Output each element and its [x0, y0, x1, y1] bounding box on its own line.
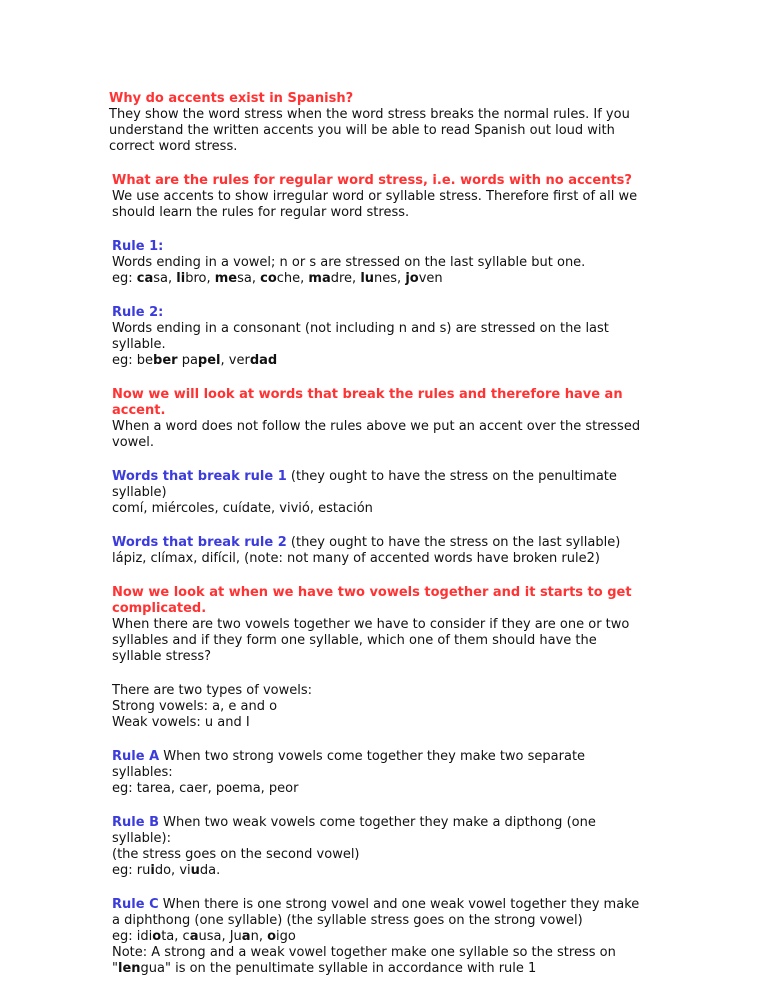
stressed-syllable: co	[260, 271, 277, 286]
rule-label: Rule B	[112, 815, 159, 830]
rule-heading: Words that break rule 2	[112, 535, 287, 550]
syllable: ver	[228, 353, 250, 368]
syllable: sa	[237, 271, 252, 286]
syllable: n	[250, 929, 259, 944]
section-rule-2	[112, 305, 649, 369]
syllable: pa	[181, 353, 198, 368]
example-line	[112, 863, 649, 879]
section-rule-a	[112, 749, 649, 797]
separator: .	[216, 863, 221, 878]
word-list: lápiz, clímax, difícil, (note: not many of accented words have broken rule2)	[112, 551, 600, 566]
section-break-rule-1	[112, 469, 649, 517]
eg-prefix: eg:	[112, 863, 137, 878]
example-line: eg: tarea, caer, poema, peor	[112, 781, 299, 796]
stressed-syllable: lu	[360, 271, 375, 286]
example-word	[137, 353, 178, 368]
syllable: ta	[161, 929, 175, 944]
stressed-syllable: o	[152, 929, 162, 944]
syllable: nes	[374, 271, 398, 286]
stressed-syllable: dad	[249, 353, 278, 368]
example-word	[308, 271, 352, 286]
paragraph: They show the word stress when the word stress breaks the normal rules. If you understand the written accents you will be able to read Spanish out loud with correct word stress.	[109, 107, 630, 154]
section-rule-1	[112, 239, 649, 287]
note-rest: gua" is on the penultimate syllable in accordance with rule 1	[140, 961, 537, 976]
rule-note: (they ought to have the stress on the last syllable)	[286, 535, 621, 550]
note-line	[112, 961, 649, 977]
syllable: sa	[153, 271, 168, 286]
example-word	[137, 929, 175, 944]
rule-label: Rule C	[112, 897, 159, 912]
syllable: bro	[185, 271, 207, 286]
syllable: c	[182, 929, 190, 944]
syllable: do	[154, 863, 172, 878]
syllable: usa	[198, 929, 222, 944]
stressed-syllable: o	[267, 929, 277, 944]
rule-subtext: (the stress goes on the second vowel)	[112, 847, 360, 862]
example-word	[260, 271, 300, 286]
rule-heading: Rule 1:	[112, 239, 164, 254]
section-regular-stress	[112, 173, 649, 221]
stressed-syllable: u	[190, 863, 200, 878]
eg-prefix: eg:	[112, 929, 137, 944]
rule-heading: Words that break rule 1	[112, 469, 287, 484]
section-heading-line: accent.	[112, 403, 166, 418]
separator: ,	[168, 271, 177, 286]
section-heading-line: Now we look at when we have two vowels together and it starts to get	[112, 585, 632, 600]
stressed-syllable: pel	[197, 353, 221, 368]
example-word	[137, 271, 168, 286]
stressed-syllable: ber	[153, 353, 178, 368]
example-word	[183, 929, 222, 944]
section-heading: What are the rules for regular word stress, i.e. words with no accents?	[112, 173, 632, 188]
stressed-syllable: ca	[136, 271, 154, 286]
rule-label: Rule A	[112, 749, 160, 764]
example-word	[179, 863, 216, 878]
separator: ,	[221, 929, 230, 944]
separator: ,	[397, 271, 406, 286]
section-two-vowels	[112, 585, 649, 665]
stressed-syllable: i	[150, 863, 155, 878]
separator: ,	[206, 271, 215, 286]
example-word	[230, 929, 259, 944]
rule-text: When two strong vowels come together they make two separate syllables:	[112, 749, 586, 780]
separator: ,	[300, 271, 309, 286]
syllable: idi	[136, 929, 153, 944]
example-word	[137, 863, 171, 878]
stressed-syllable: me	[214, 271, 238, 286]
eg-prefix: eg:	[112, 353, 137, 368]
example-word	[229, 353, 277, 368]
separator: ,	[171, 863, 180, 878]
stressed-syllable: a	[241, 929, 251, 944]
rule-text: When two weak vowels come together they make a dipthong (one syllable):	[112, 815, 596, 846]
paragraph: When a word does not follow the rules above we put an accent over the stressed vowel.	[112, 419, 641, 450]
section-heading-line: Now we will look at words that break the rules and therefore have an	[112, 387, 623, 402]
separator: ,	[251, 271, 261, 286]
stressed-syllable: li	[176, 271, 186, 286]
section-rule-c	[112, 897, 649, 977]
rule-text: When there is one strong vowel and one weak vowel together they make a diphthong (one syllable) (the syllable stress goes on the strong vowel)	[112, 897, 640, 928]
word-list: comí, miércoles, cuídate, vivió, estación	[112, 501, 373, 516]
quote-mark: "	[112, 961, 118, 976]
example-line	[112, 353, 649, 369]
syllable: vi	[179, 863, 191, 878]
vowels-intro: There are two types of vowels:	[112, 683, 312, 698]
note-line: Note: A strong and a weak vowel together make one syllable so the stress on	[112, 945, 616, 960]
syllable: che	[276, 271, 301, 286]
syllable: Ju	[229, 929, 242, 944]
paragraph: Words ending in a consonant (not including n and s) are stressed on the last syllable.	[112, 321, 609, 352]
example-word	[176, 271, 206, 286]
example-word	[405, 271, 442, 286]
separator: ,	[352, 271, 361, 286]
example-line	[112, 271, 649, 287]
example-line	[112, 929, 649, 945]
weak-vowels: Weak vowels: u and I	[112, 715, 250, 730]
stressed-syllable: len	[117, 961, 141, 976]
example-word	[267, 929, 296, 944]
paragraph: When there are two vowels together we have to consider if they are one or two syllables and if they form one syllable, which one of them should have the syllable stress?	[112, 617, 630, 664]
eg-prefix: eg:	[112, 271, 137, 286]
paragraph: We use accents to show irregular word or syllable stress. Therefore first of all we should learn the rules for regular word stress.	[112, 189, 638, 220]
section-break-rule-2	[112, 535, 649, 567]
syllable: ven	[418, 271, 443, 286]
rule-heading: Rule 2:	[112, 305, 164, 320]
strong-vowels: Strong vowels: a, e and o	[112, 699, 278, 714]
syllable: da	[199, 863, 217, 878]
section-heading: Why do accents exist in Spanish?	[109, 91, 354, 106]
paragraph: Words ending in a vowel; n or s are stressed on the last syllable but one.	[112, 255, 586, 270]
separator: ,	[220, 353, 229, 368]
section-vowel-types	[112, 683, 649, 731]
syllable: igo	[276, 929, 296, 944]
section-heading-line: complicated.	[112, 601, 207, 616]
stressed-syllable: ma	[308, 271, 331, 286]
separator: ,	[258, 929, 268, 944]
syllable: dre	[330, 271, 353, 286]
example-word	[360, 271, 397, 286]
stressed-syllable: a	[189, 929, 199, 944]
section-breaking-rules	[112, 387, 649, 451]
example-word	[182, 353, 221, 368]
example-word	[215, 271, 252, 286]
stressed-syllable: jo	[405, 271, 419, 286]
section-rule-b	[112, 815, 649, 879]
syllable: ru	[136, 863, 151, 878]
separator: ,	[174, 929, 183, 944]
section-why-accents	[109, 91, 649, 155]
syllable: be	[136, 353, 154, 368]
rule-note: (they ought to have the stress on the penultimate syllable)	[112, 469, 617, 500]
document-body	[109, 91, 649, 995]
